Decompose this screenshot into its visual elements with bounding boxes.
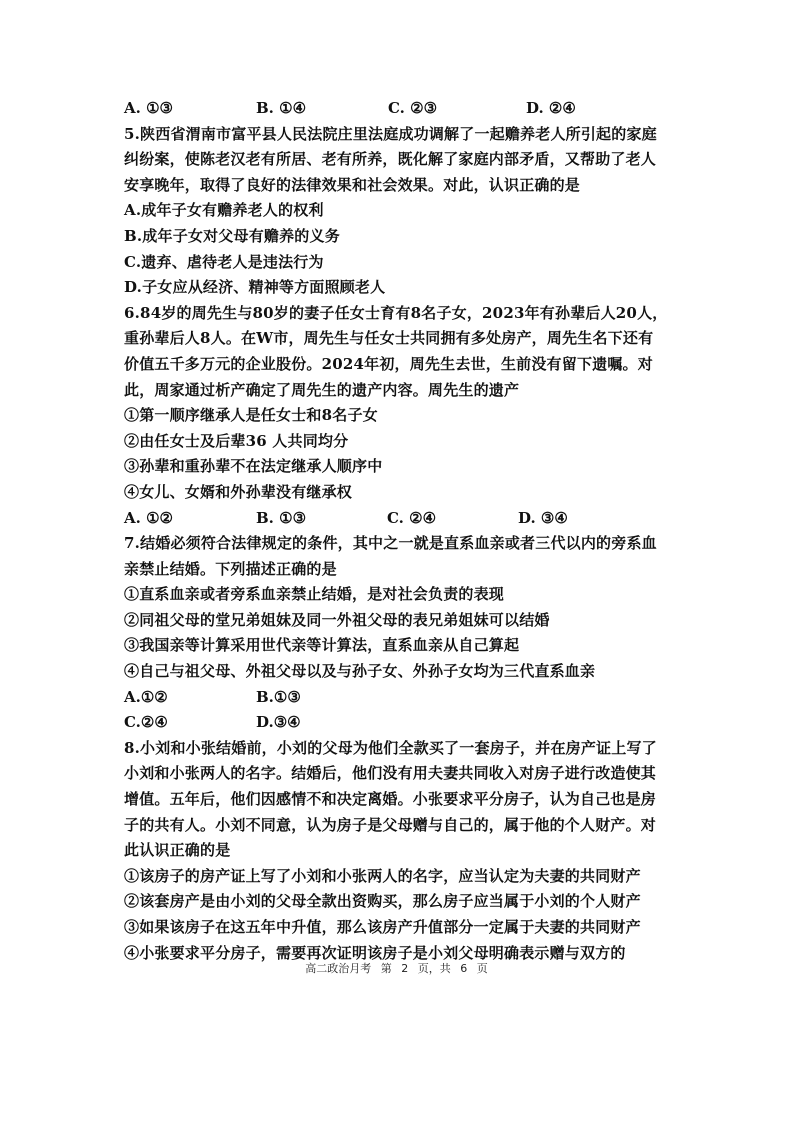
q5-stem-line: 纠纷案，使陈老汉老有所居、老有所养，既化解了家庭内部矛盾，又帮助了老人 [124,150,657,169]
q7-option-b: B.①③ [256,687,301,706]
q6-option-c: C. ②④ [387,508,437,527]
question-8 [124,736,684,966]
q4-option-a: A. ①③ [124,99,173,117]
q8-statement-3: ③如果该房子在这五年中升值，那么该房产升值部分一定属于夫妻的共同财产 [124,918,641,936]
q6-stem-line: 重孙辈后人8人。在W市，周先生与任女士共同拥有多处房产，周先生名下还有 [124,329,654,348]
q5-stem-line: 5.陕西省渭南市富平县人民法院庄里法庭成功调解了一起赡养老人所引起的家庭 [124,124,657,143]
q6-option-b: B. ①③ [256,508,307,527]
q6-statement-3: ③孙辈和重孙辈不在法定继承人顺序中 [124,457,383,476]
question-7 [124,531,684,736]
q5-stem-line: 安享晚年，取得了良好的法律效果和社会效果。对此，认识正确的是 [124,175,581,194]
q8-stem-line: 此认识正确的是 [124,841,231,860]
q8-stem-line: 增值。五年后，他们因感情不和决定离婚。小张要求平分房子，认为自己也是房 [124,790,657,809]
q7-options-row-2 [124,710,684,736]
exam-page [124,96,684,966]
q7-stem-line: 亲禁止结婚。下列描述正确的是 [124,559,337,578]
q4-option-d: D. ②④ [526,99,576,117]
q6-stem-line: 此，周家通过析产确定了周先生的遗产内容。周先生的遗产 [124,380,520,399]
q7-options-row-1 [124,685,684,711]
q7-option-d: D.③④ [256,713,301,732]
q7-stem-line: 7.结婚必须符合法律规定的条件，其中之一就是直系血亲或者三代以内的旁系血 [124,534,657,553]
q7-option-c: C.②④ [124,713,168,732]
q8-statement-4: ④小张要求平分房子，需要再次证明该房子是小刘父母明确表示赠与双方的 [124,943,626,962]
q6-stem-line: 价值五千多万元的企业股份。2024年初，周先生去世，生前没有留下遗嘱。对 [124,354,653,373]
q8-stem-line: 小刘和小张两人的名字。结婚后，他们没有用夫妻共同收入对房子进行改造使其 [124,764,657,783]
q6-statement-2: ②由任女士及后辈36 人共同均分 [124,431,349,450]
q6-statement-4: ④女儿、女婿和外孙辈没有继承权 [124,482,353,501]
q7-statement-4: ④自己与祖父母、外祖父母以及与孙子女、外孙子女均为三代直系血亲 [124,662,596,681]
q7-statement-1: ①直系血亲或者旁系血亲禁止结婚，是对社会负责的表现 [124,585,505,604]
q5-option-c: C.遗弃、虐待老人是违法行为 [124,252,324,271]
page-footer: 高二政治月考 第 2 页，共 6 页 [305,962,488,975]
q6-stem-line: 6.84岁的周先生与80岁的妻子任女士育有8名子女，2023年有孙辈后人20人， [124,303,668,322]
q7-option-a: A.①② [124,687,168,706]
q5-option-b: B.成年子女对父母有赡养的义务 [124,226,340,245]
q4-options [124,96,684,122]
q8-stem-line: 子的共有人。小刘不同意，认为房子是父母赠与自己的，属于他的个人财产。对 [124,815,657,834]
q8-statement-1: ①该房子的房产证上写了小刘和小张两人的名字，应当认定为夫妻的共同财产 [124,866,641,885]
q7-statement-2: ②同祖父母的堂兄弟姐妹及同一外祖父母的表兄弟姐妹可以结婚 [124,610,550,629]
q6-option-d: D. ③④ [518,508,568,527]
q7-statement-3: ③我国亲等计算采用世代亲等计算法，直系血亲从自己算起 [124,636,520,655]
question-6 [124,301,684,531]
q8-statement-2: ②该套房产是由小刘的父母全款出资购买，那么房子应当属于小刘的个人财产 [124,892,641,911]
q4-option-c: C. ②③ [388,99,438,117]
q4-option-b: B. ①④ [256,99,307,117]
q8-stem-line: 8.小刘和小张结婚前，小刘的父母为他们全款买了一套房子，并在房产证上写了 [124,738,657,757]
q6-option-a: A. ①② [124,508,173,527]
q6-statement-1: ①第一顺序继承人是任女士和8名子女 [124,406,378,425]
q5-option-a: A.成年子女有赡养老人的权利 [124,201,324,220]
q5-option-d: D.子女应从经济、精神等方面照顾老人 [124,278,386,297]
question-5 [124,122,684,301]
q6-options [124,506,684,532]
